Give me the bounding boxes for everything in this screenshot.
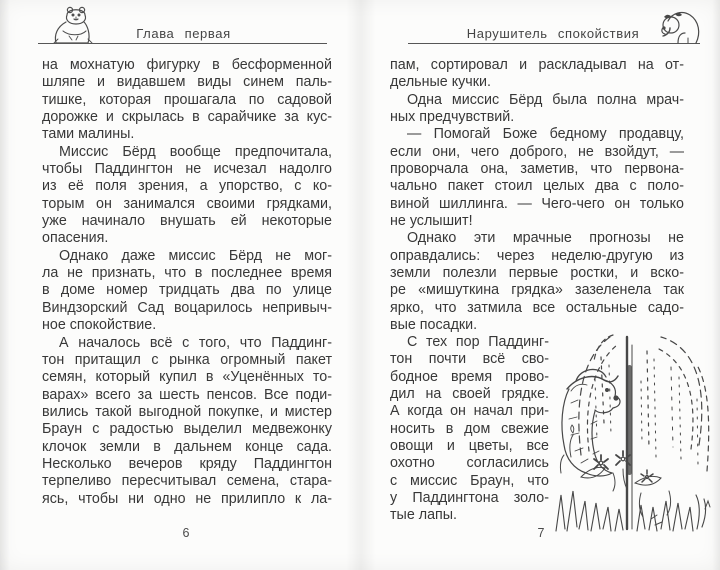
text-line: тишке, которая прошагала по садовой — [42, 91, 332, 108]
text-line: тами малины. — [42, 126, 135, 143]
bear-peek-icon — [654, 5, 702, 45]
text-line: семян, который купил в «Уценённых то- — [42, 369, 332, 386]
text-line: дельные кучки. — [390, 74, 491, 91]
text-line: охотно согласились — [390, 455, 549, 472]
paddington-in-garden-illustration — [551, 323, 713, 541]
text-line: в доме номер тридцать два по улице — [42, 282, 332, 299]
page-number: 6 — [182, 526, 190, 540]
text-line: Однако даже миссис Бёрд не мог- — [59, 247, 332, 264]
left-page — [40, 0, 332, 570]
scan-edge-right — [712, 0, 720, 570]
right-page-text — [390, 57, 684, 335]
text-line: ла не признать, что в последнее время — [42, 265, 332, 282]
running-header: Нарушитель спокойствия — [466, 26, 640, 41]
text-line: пам, сортировал и раскладывал на от- — [390, 57, 684, 73]
text-line: Одна миссис Бёрд была полна мрач- — [407, 91, 684, 108]
text-line: с миссис Браун, что — [390, 472, 549, 489]
text-line: тон притащил с рынка огромный пакет — [42, 351, 332, 368]
text-line: торым он занимался своими грядками, — [42, 195, 332, 212]
text-line: Браун с радостью выделил медвежонку — [42, 421, 332, 438]
text-line: вились такой выгодной покупке, и мистер — [42, 403, 332, 420]
chapter-header: Глава первая — [136, 26, 231, 41]
text-line: виной шиллинга. — Чего-чего он только — [390, 195, 684, 212]
text-line: дорожке и скрылась в сарайчике за кус- — [42, 109, 332, 126]
text-line: не услышит! — [390, 213, 473, 230]
text-line: клочок земли в дальнем конце сада. — [42, 438, 332, 455]
page-number: 7 — [537, 526, 545, 540]
text-line: дил на своей грядке. — [390, 386, 549, 403]
text-line: носить в дом свежие — [390, 420, 549, 437]
text-line: проворчала она, заметив, что первона- — [390, 161, 684, 178]
text-line: чально пакет стоил целых два с поло- — [390, 178, 684, 195]
text-line: варах» всего за шесть пенсов. Все поди- — [42, 386, 332, 403]
text-line: ное спокойствие. — [42, 317, 157, 334]
scan-edge-left — [0, 0, 10, 570]
text-line: А когда он начал при- — [390, 403, 549, 420]
text-line: ярко, что затмила все остальные садо- — [390, 299, 684, 316]
text-line: земли полезли первые ростки, и вско- — [390, 265, 684, 282]
text-line: уже начинало внушать ей некоторые — [42, 213, 332, 230]
page-gutter-shadow — [346, 0, 376, 570]
text-line: шляпе и видавшем виды синем паль- — [42, 74, 332, 91]
text-line: если они, чего доброго, не взойдут, — — [390, 143, 684, 160]
text-line: ре «мишуткина грядка» зазеленела так — [390, 282, 684, 299]
right-page-text-narrow — [390, 334, 549, 525]
text-line: Несколько вечеров кряду Паддингтон — [42, 455, 332, 472]
text-line: С тех пор Паддинг- — [407, 334, 549, 350]
text-line: Виндзорский Сад воцарилось непривыч- — [42, 299, 332, 316]
text-line: терпеливо пересчитывал семена, стара- — [42, 473, 332, 490]
text-line: овощи и цветы, все — [390, 438, 549, 455]
text-line: — Помогай Боже бедному продавцу, — [407, 126, 684, 143]
header-rule — [38, 43, 327, 44]
text-line: тые лапы. — [390, 507, 458, 524]
text-line: оправдались: через неделю-другую из — [390, 247, 684, 264]
text-line: ных предчувствий. — [390, 109, 515, 126]
text-line: Миссис Бёрд вообще предпочитала, — [59, 143, 332, 160]
text-line: на мохнатую фигурку в бесформенной — [42, 57, 332, 73]
text-line: А началось всё с того, что Паддинг- — [59, 334, 332, 351]
text-line: тон почти всё сво- — [390, 351, 549, 368]
text-line: бодное время прово- — [390, 368, 549, 385]
left-page-text — [42, 57, 332, 508]
text-line: опасения. — [42, 230, 109, 247]
text-line: чтобы Паддингтон не исчезал надолго — [42, 161, 332, 178]
text-line: Однако эти мрачные прогнозы не — [407, 230, 684, 247]
text-line: у Паддингтона золо- — [390, 490, 549, 507]
text-line: ясь, чтобы ни одно не прилипло к ла- — [42, 490, 332, 507]
text-line: вые посадки. — [390, 317, 478, 334]
text-line: из её поля зрения, а упорство, с ко- — [42, 178, 332, 195]
right-page — [390, 0, 684, 570]
